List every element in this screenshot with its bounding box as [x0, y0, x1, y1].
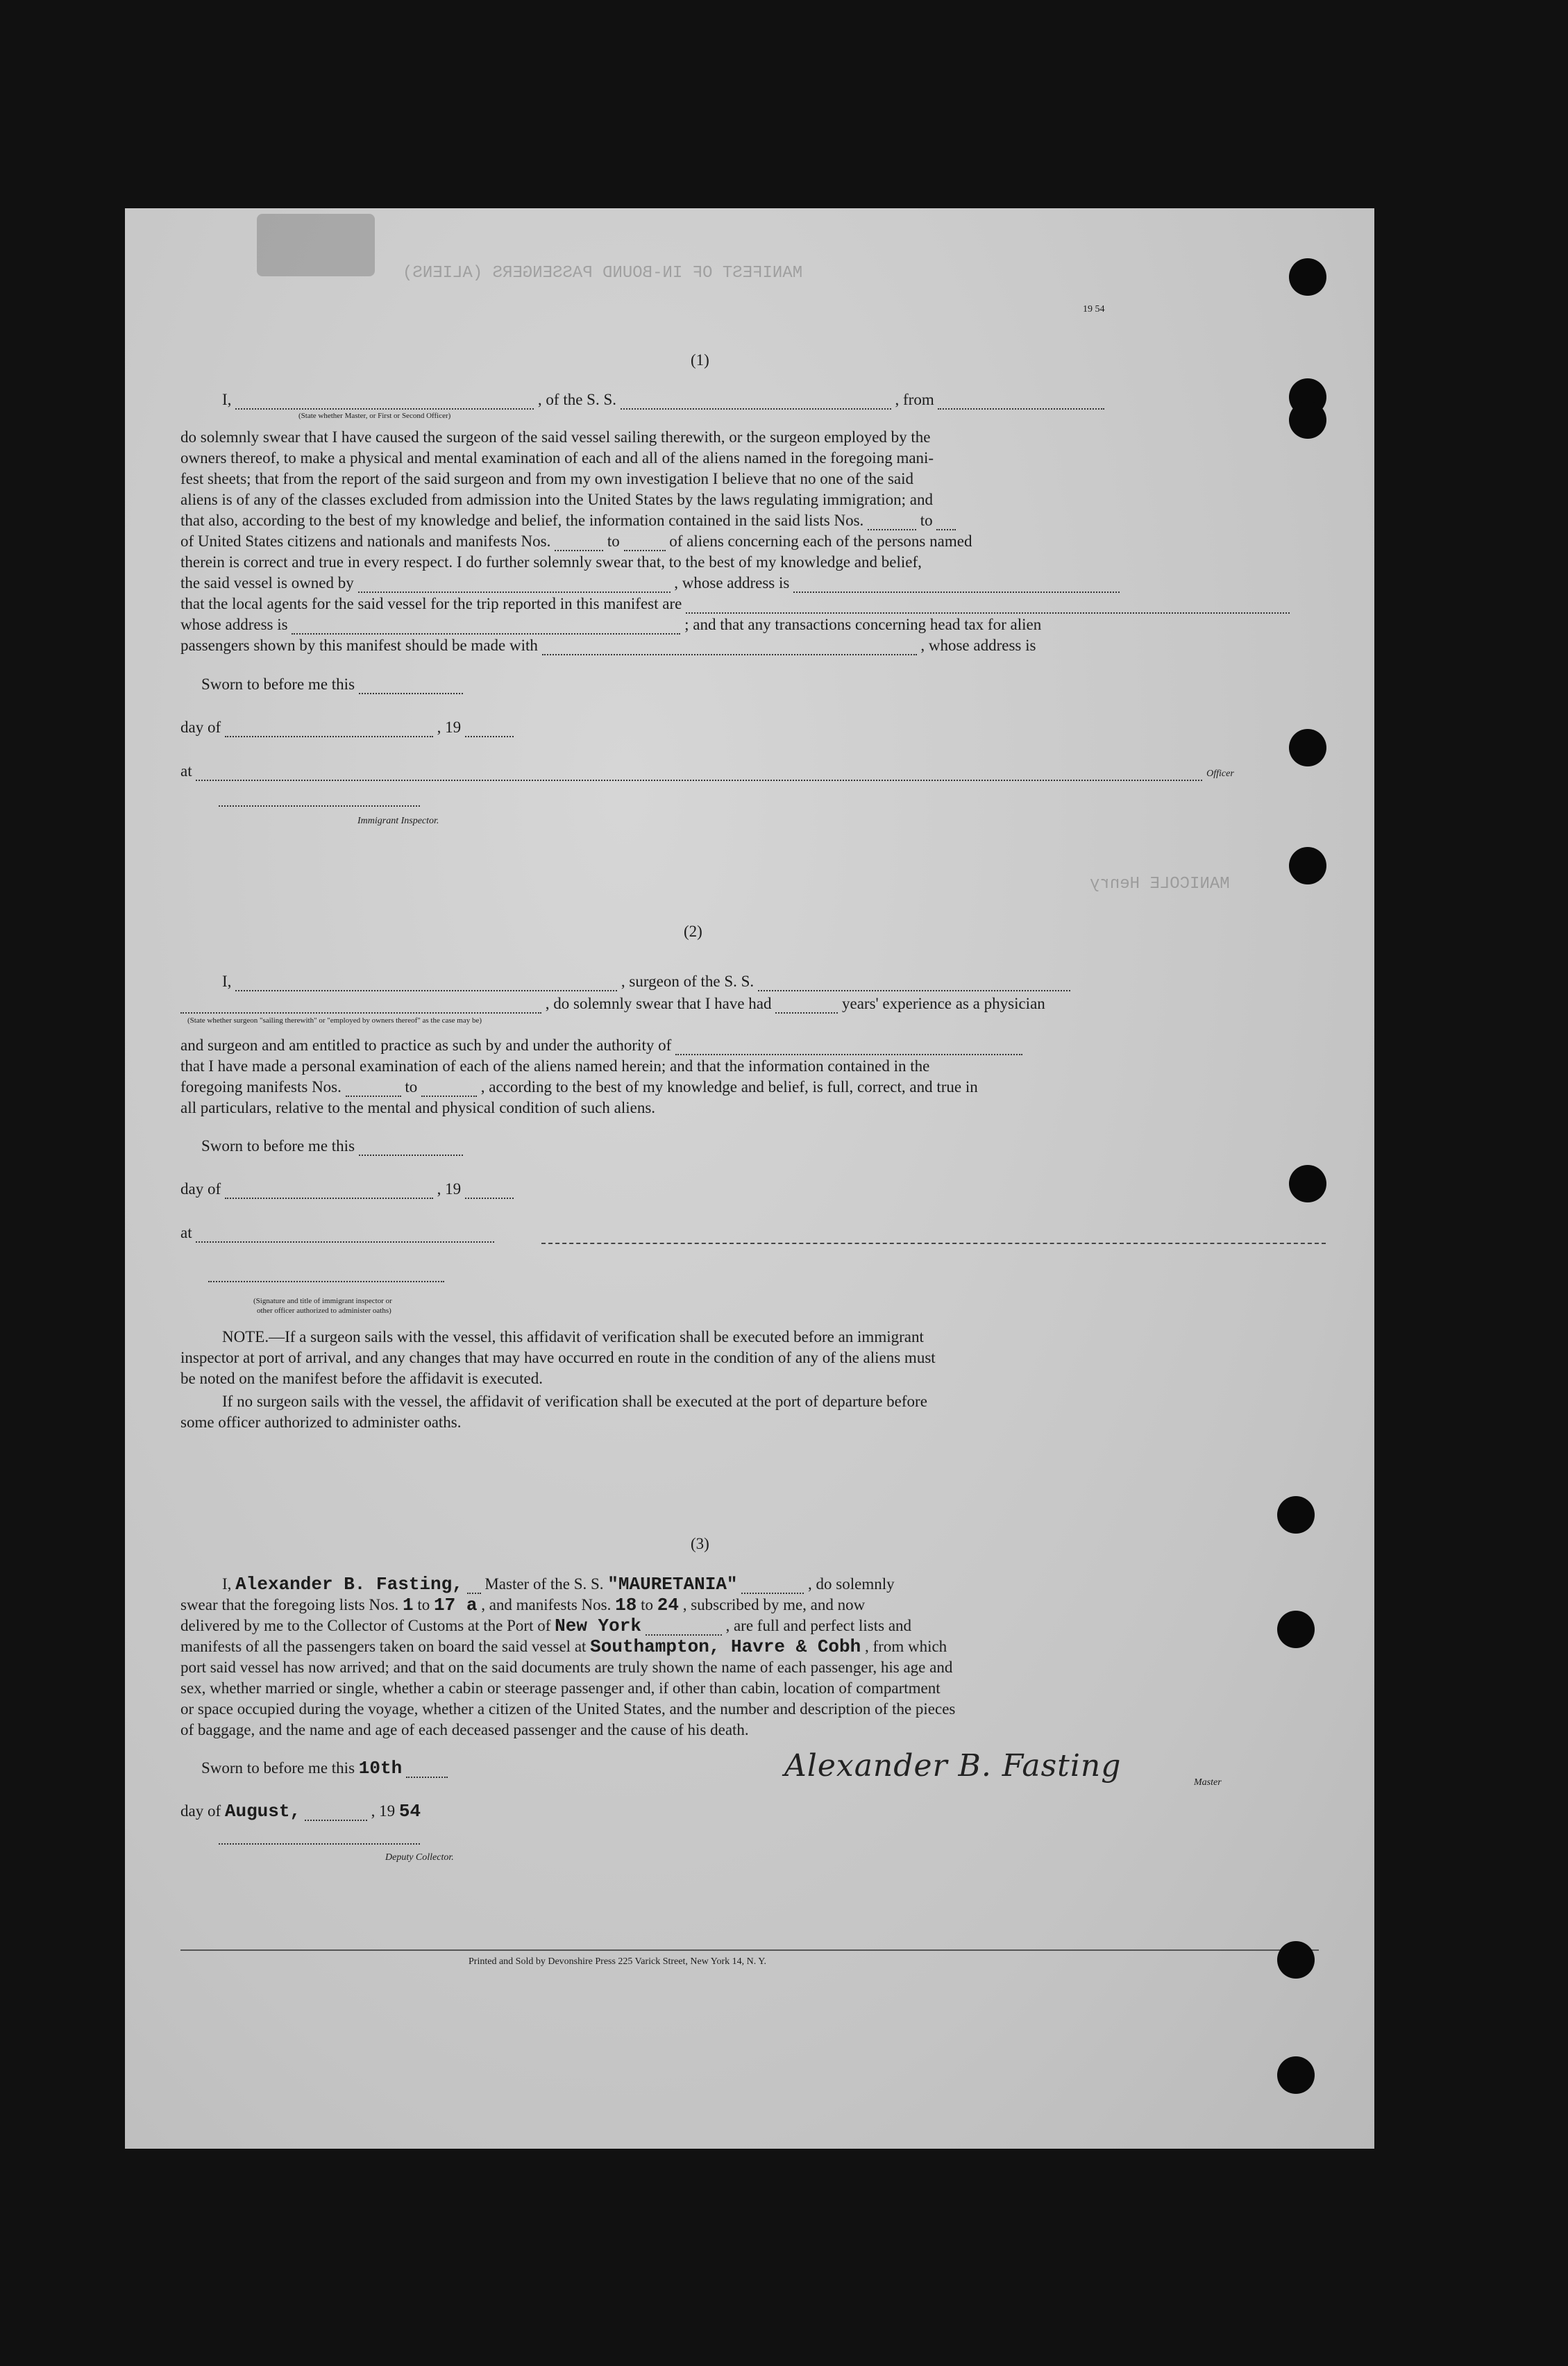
- s1-sworn: Sworn to before me this: [201, 675, 463, 694]
- body-line-6: of United States citizens and nationals and manifests Nos. to of aliens concerning each of the persons named: [180, 532, 972, 550]
- body-line-8: the said vessel is owned by , whose address is: [180, 573, 1120, 593]
- oath-role-note: (State whether Master, or First or Second Officer): [298, 412, 451, 420]
- s2-body-1: and surgeon and am entitled to practice as such by and under the authority of: [180, 1036, 1022, 1055]
- s2-note: (State whether surgeon "sailing therewith" or "employed by owners thereof" as the case may be): [187, 1016, 482, 1025]
- list-from: 1: [403, 1595, 414, 1616]
- officer-label: Officer: [1206, 769, 1234, 779]
- reverse-masthead-bleed: MANIFEST OF IN-BOUND PASSENGERS (ALIENS): [403, 264, 803, 283]
- note-p1-line2: inspector at port of arrival, and any changes that may have occurred en route in the condition of any of the aliens must: [180, 1349, 936, 1366]
- note-p1-line1: NOTE.—If a surgeon sails with the vessel, this affidavit of verification shall be executed before an immigrant: [222, 1328, 924, 1345]
- manifest-to: 24: [657, 1595, 679, 1616]
- s2-day-of: day of , 19: [180, 1180, 514, 1199]
- s3-sworn: Sworn to before me this 10th: [201, 1759, 448, 1778]
- printer-credit: Printed and Sold by Devonshire Press 225 Varick Street, New York 14, N. Y.: [469, 1956, 767, 1967]
- s3-body-2: sex, whether married or single, whether a cabin or steerage passenger and, if other than cabin, location of compartment: [180, 1679, 941, 1697]
- oath-i: I,: [222, 391, 232, 408]
- binder-hole: [1277, 1496, 1315, 1534]
- master-signature: Alexander B. Fasting: [784, 1748, 1122, 1784]
- note-p1-line3: be noted on the manifest before the affidavit is executed.: [180, 1370, 543, 1387]
- body-line-7: therein is correct and true in every respect. I do further solemnly swear that, to the best of my knowledge and belief,: [180, 553, 922, 571]
- s1-at: at Officer: [180, 762, 1234, 780]
- body-line-11: passengers shown by this manifest should be made with , whose address is: [180, 637, 1036, 654]
- body-line-9: that the local agents for the said vessel for the trip reported in this manifest are: [180, 594, 1290, 614]
- manifest-from: 18: [615, 1595, 637, 1616]
- s3-line-4: manifests of all the passengers taken on board the said vessel at Southampton, Havre & Cobh , from which: [180, 1636, 947, 1657]
- binder-hole: [1289, 847, 1326, 884]
- s2-body-3: foregoing manifests Nos. to , according to the best of my knowledge and belief, is full, correct, and true in: [180, 1078, 978, 1096]
- s2-sworn: Sworn to before me this: [201, 1136, 463, 1156]
- deputy-collector-label: Deputy Collector.: [385, 1852, 454, 1863]
- s1-day-of: day of , 19: [180, 718, 514, 737]
- port-name: New York: [555, 1616, 641, 1636]
- s2-surgeon-line: I, , surgeon of the S. S.: [222, 972, 1070, 991]
- binder-hole: [1289, 1165, 1326, 1202]
- s3-body-4: of baggage, and the name and age of each deceased passenger and the cause of his death.: [180, 1721, 749, 1738]
- oath-ship-label: , of the S. S.: [537, 391, 617, 408]
- s3-line-2: swear that the foregoing lists Nos. 1 to 17 a , and manifests Nos. 18 to 24 , subscribed by me, and now: [180, 1595, 866, 1616]
- list-to: 17 a: [434, 1595, 478, 1616]
- year-suffix: 54: [398, 1801, 421, 1822]
- binder-hole: [1277, 1941, 1315, 1979]
- s2-sig-note-1: (Signature and title of immigrant inspector or: [253, 1297, 392, 1305]
- binder-hole: [1277, 1611, 1315, 1648]
- note-p2-line2: some officer authorized to administer oaths.: [180, 1413, 462, 1431]
- body-line-4: aliens is of any of the classes excluded from admission into the United States by the laws regulating immigration; and: [180, 491, 933, 508]
- body-line-3: fest sheets; that from the report of the said surgeon and from my own investigation I believe that no one of the said: [180, 470, 914, 487]
- body-line-1: do solemnly swear that I have caused the surgeon of the said vessel sailing therewith, or the surgeon employed by the: [180, 428, 931, 446]
- immigrant-inspector-label: Immigrant Inspector.: [357, 816, 439, 826]
- manifest-page: [125, 208, 1374, 2149]
- sworn-day: 10th: [358, 1758, 403, 1779]
- binder-hole: [1289, 729, 1326, 766]
- master-label: Master: [1194, 1777, 1222, 1788]
- ports-from: Southampton, Havre & Cobh: [590, 1636, 861, 1657]
- s2-body-4: all particulars, relative to the mental and physical condition of such aliens.: [180, 1099, 656, 1116]
- section2-number: (2): [684, 923, 702, 940]
- s2-body-2: that I have made a personal examination of each of the aliens named herein; and that the information contained in the: [180, 1057, 930, 1075]
- s2-swear-line: , do solemnly swear that I have had years' experience as a physician: [180, 994, 1045, 1014]
- body-line-2: owners thereof, to make a physical and mental examination of each and all of the aliens named in the foregoing mani-: [180, 449, 934, 467]
- ship-name: "MAURETANIA": [607, 1574, 738, 1595]
- reverse-bleed-1: MANICOLE Henry: [1090, 875, 1230, 893]
- body-line-10: whose address is ; and that any transactions concerning head tax for alien: [180, 616, 1042, 633]
- note-p2-line1: If no surgeon sails with the vessel, the affidavit of verification shall be executed at the port of departure before: [222, 1393, 927, 1410]
- section1-oath-line: [222, 390, 1104, 410]
- binder-hole: [1289, 401, 1326, 439]
- master-name: Alexander B. Fasting,: [235, 1574, 463, 1595]
- month: August,: [224, 1801, 301, 1822]
- oath-from-label: , from: [895, 391, 934, 408]
- s2-sig-note-2: other officer authorized to administer oaths): [257, 1307, 391, 1315]
- body-line-5: that also, according to the best of my knowledge and belief, the information contained in the said lists Nos. to: [180, 511, 956, 530]
- section3-number: (3): [691, 1535, 709, 1552]
- s3-line-1: I, Alexander B. Fasting, Master of the S. S. "MAURETANIA" , do solemnly: [222, 1574, 895, 1595]
- year-fragment: 19 54: [1083, 304, 1105, 314]
- binder-hole: [1289, 258, 1326, 296]
- section1-number: (1): [691, 351, 709, 369]
- s3-body-1: port said vessel has now arrived; and that on the said documents are truly shown the name of each passenger, his age and: [180, 1659, 953, 1676]
- s3-line-3: delivered by me to the Collector of Customs at the Port of New York , are full and perfect lists and: [180, 1616, 912, 1636]
- binder-hole: [1277, 2056, 1315, 2094]
- s3-day-of: day of August, , 19 54: [180, 1801, 421, 1822]
- s3-body-3: or space occupied during the voyage, whether a citizen of the United States, and the number and description of the pieces: [180, 1700, 956, 1718]
- s2-at: at: [180, 1223, 494, 1243]
- stamp-smudge: [257, 214, 375, 276]
